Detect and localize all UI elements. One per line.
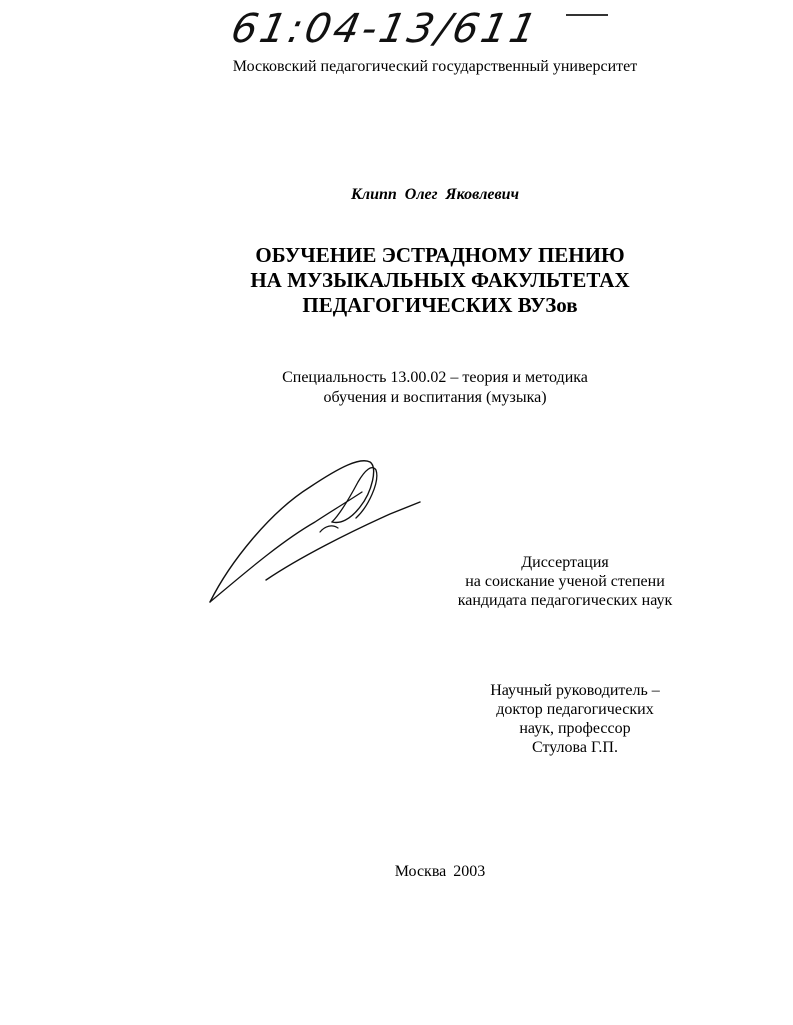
supervisor-block: [455, 681, 695, 757]
university-name: Московский педагогический государственный университет: [232, 58, 638, 75]
author-signature: [200, 452, 430, 612]
supervisor-line: Научный руководитель –: [490, 682, 660, 699]
specialty-block: [0, 368, 793, 408]
dissertation-title: [0, 243, 793, 318]
supervisor-line: наук, профессор: [519, 720, 631, 737]
handwritten-archive-code: 61:04-13/611: [227, 6, 544, 52]
degree-line: Диссертация: [521, 554, 609, 571]
degree-line: на соискание ученой степени: [465, 573, 665, 590]
supervisor-line: Стулова Г.П.: [532, 739, 618, 756]
title-line: ОБУЧЕНИЕ ЭСТРАДНОМУ ПЕНИЮ: [255, 243, 625, 267]
title-line: ПЕДАГОГИЧЕСКИХ ВУЗов: [302, 293, 578, 317]
specialty-line: обучения и воспитания (музыка): [323, 389, 547, 406]
degree-line: кандидата педагогических наук: [457, 592, 673, 609]
supervisor-line: доктор педагогических: [496, 701, 654, 718]
author-name: Клипп Олег Яковлевич: [351, 186, 519, 203]
specialty-line: Специальность 13.00.02 – теория и методика: [282, 369, 588, 386]
corner-mark: [566, 14, 608, 16]
city-and-year: Москва 2003: [394, 863, 486, 880]
title-line: НА МУЗЫКАЛЬНЫХ ФАКУЛЬТЕТАХ: [250, 268, 630, 292]
dissertation-degree-block: [445, 553, 685, 610]
